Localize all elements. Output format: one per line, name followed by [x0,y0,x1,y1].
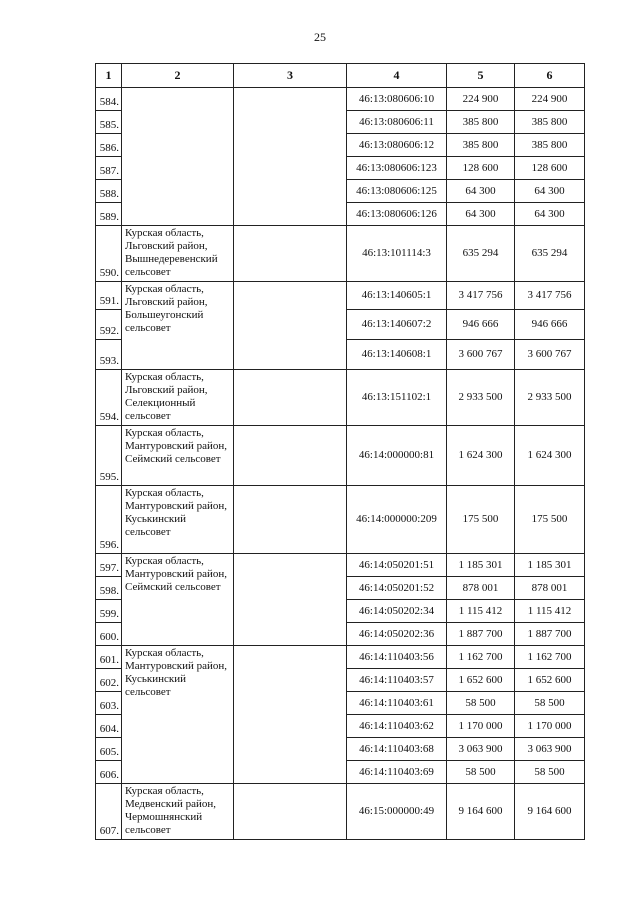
header-row [96,64,585,88]
value-col-6: 946 666 [515,310,585,340]
value-col-5: 1 624 300 [447,426,515,486]
value-col-5: 1 185 301 [447,554,515,577]
column-3-cell [234,646,347,784]
column-3-cell [234,554,347,646]
cadastral-number: 46:13:080606:125 [347,180,447,203]
value-col-6: 385 800 [515,111,585,134]
value-col-5: 1 887 700 [447,623,515,646]
cadastral-number: 46:14:050201:52 [347,577,447,600]
header-col-2: 2 [122,64,234,88]
location-cell: Курская область, Мантуровский район, Куськинский сельсовет [122,486,234,554]
location-cell [122,88,234,226]
table-row [96,226,585,282]
cadastral-number: 46:14:050202:36 [347,623,447,646]
cadastral-number: 46:13:080606:123 [347,157,447,180]
cadastral-number: 46:13:080606:12 [347,134,447,157]
column-3-cell [234,486,347,554]
value-col-5: 946 666 [447,310,515,340]
page-number: 25 [314,30,326,44]
location-cell: Курская область, Льговский район, Вышнедеревенский сельсовет [122,226,234,282]
value-col-6: 1 887 700 [515,623,585,646]
value-col-6: 175 500 [515,486,585,554]
value-col-5: 1 170 000 [447,715,515,738]
row-number: 587. [96,157,122,180]
value-col-6: 1 185 301 [515,554,585,577]
value-col-6: 2 933 500 [515,370,585,426]
row-number: 603. [96,692,122,715]
row-number: 590. [96,226,122,282]
column-3-cell [234,426,347,486]
value-col-5: 3 600 767 [447,340,515,370]
cadastral-number: 46:15:000000:49 [347,784,447,840]
land-plots-table [95,63,585,840]
cadastral-number: 46:13:140608:1 [347,340,447,370]
value-col-5: 385 800 [447,134,515,157]
row-number: 589. [96,203,122,226]
value-col-5: 3 417 756 [447,282,515,310]
value-col-5: 224 900 [447,88,515,111]
location-cell: Курская область, Медвенский район, Чермошнянский сельсовет [122,784,234,840]
row-number: 584. [96,88,122,111]
cadastral-number: 46:13:080606:126 [347,203,447,226]
value-col-5: 385 800 [447,111,515,134]
cadastral-number: 46:13:140605:1 [347,282,447,310]
row-number: 599. [96,600,122,623]
value-col-6: 224 900 [515,88,585,111]
value-col-6: 385 800 [515,134,585,157]
value-col-6: 9 164 600 [515,784,585,840]
value-col-6: 128 600 [515,157,585,180]
cadastral-number: 46:13:080606:10 [347,88,447,111]
table-row [96,646,585,669]
column-3-cell [234,226,347,282]
value-col-6: 1 115 412 [515,600,585,623]
header-col-5: 5 [447,64,515,88]
row-number: 602. [96,669,122,692]
value-col-6: 878 001 [515,577,585,600]
value-col-5: 58 500 [447,692,515,715]
column-3-cell [234,370,347,426]
table-row [96,88,585,111]
value-col-6: 3 417 756 [515,282,585,310]
column-3-cell [234,88,347,226]
cadastral-number: 46:13:101114:3 [347,226,447,282]
value-col-6: 635 294 [515,226,585,282]
header-col-3: 3 [234,64,347,88]
location-cell: Курская область, Мантуровский район, Сеймский сельсовет [122,426,234,486]
value-col-6: 1 624 300 [515,426,585,486]
row-number: 607. [96,784,122,840]
row-number: 600. [96,623,122,646]
value-col-6: 58 500 [515,761,585,784]
cadastral-number: 46:14:110403:62 [347,715,447,738]
row-number: 594. [96,370,122,426]
cadastral-number: 46:14:110403:69 [347,761,447,784]
value-col-6: 64 300 [515,180,585,203]
value-col-5: 3 063 900 [447,738,515,761]
header-col-4: 4 [347,64,447,88]
header-col-1: 1 [96,64,122,88]
cadastral-number: 46:14:110403:68 [347,738,447,761]
value-col-5: 878 001 [447,577,515,600]
cadastral-number: 46:14:000000:81 [347,426,447,486]
row-number: 585. [96,111,122,134]
table-row [96,282,585,310]
location-cell: Курская область, Льговский район, Большеугонский сельсовет [122,282,234,370]
table-row [96,784,585,840]
table-row [96,554,585,577]
row-number: 596. [96,486,122,554]
value-col-5: 9 164 600 [447,784,515,840]
row-number: 591. [96,282,122,310]
cadastral-number: 46:14:050202:34 [347,600,447,623]
location-cell: Курская область, Льговский район, Селекционный сельсовет [122,370,234,426]
value-col-5: 58 500 [447,761,515,784]
row-number: 604. [96,715,122,738]
cadastral-number: 46:14:110403:57 [347,669,447,692]
value-col-5: 128 600 [447,157,515,180]
value-col-6: 64 300 [515,203,585,226]
value-col-6: 1 652 600 [515,669,585,692]
value-col-5: 64 300 [447,180,515,203]
value-col-5: 64 300 [447,203,515,226]
row-number: 593. [96,340,122,370]
row-number: 601. [96,646,122,669]
cadastral-number: 46:14:110403:61 [347,692,447,715]
table-row [96,426,585,486]
value-col-6: 1 162 700 [515,646,585,669]
header-col-6: 6 [515,64,585,88]
row-number: 592. [96,310,122,340]
value-col-5: 1 115 412 [447,600,515,623]
cadastral-number: 46:14:110403:56 [347,646,447,669]
value-col-6: 3 063 900 [515,738,585,761]
table-row [96,486,585,554]
column-3-cell [234,784,347,840]
location-cell: Курская область, Мантуровский район, Куськинский сельсовет [122,646,234,784]
value-col-5: 635 294 [447,226,515,282]
cadastral-number: 46:13:140607:2 [347,310,447,340]
value-col-6: 58 500 [515,692,585,715]
row-number: 586. [96,134,122,157]
cadastral-number: 46:13:080606:11 [347,111,447,134]
cadastral-number: 46:13:151102:1 [347,370,447,426]
cadastral-number: 46:14:050201:51 [347,554,447,577]
value-col-5: 2 933 500 [447,370,515,426]
value-col-5: 175 500 [447,486,515,554]
value-col-5: 1 652 600 [447,669,515,692]
table-body [96,88,585,840]
row-number: 606. [96,761,122,784]
cadastral-number: 46:14:000000:209 [347,486,447,554]
row-number: 588. [96,180,122,203]
row-number: 595. [96,426,122,486]
column-3-cell [234,282,347,370]
row-number: 598. [96,577,122,600]
value-col-5: 1 162 700 [447,646,515,669]
location-cell: Курская область, Мантуровский район, Сеймский сельсовет [122,554,234,646]
value-col-6: 3 600 767 [515,340,585,370]
value-col-6: 1 170 000 [515,715,585,738]
row-number: 605. [96,738,122,761]
row-number: 597. [96,554,122,577]
table-row [96,370,585,426]
